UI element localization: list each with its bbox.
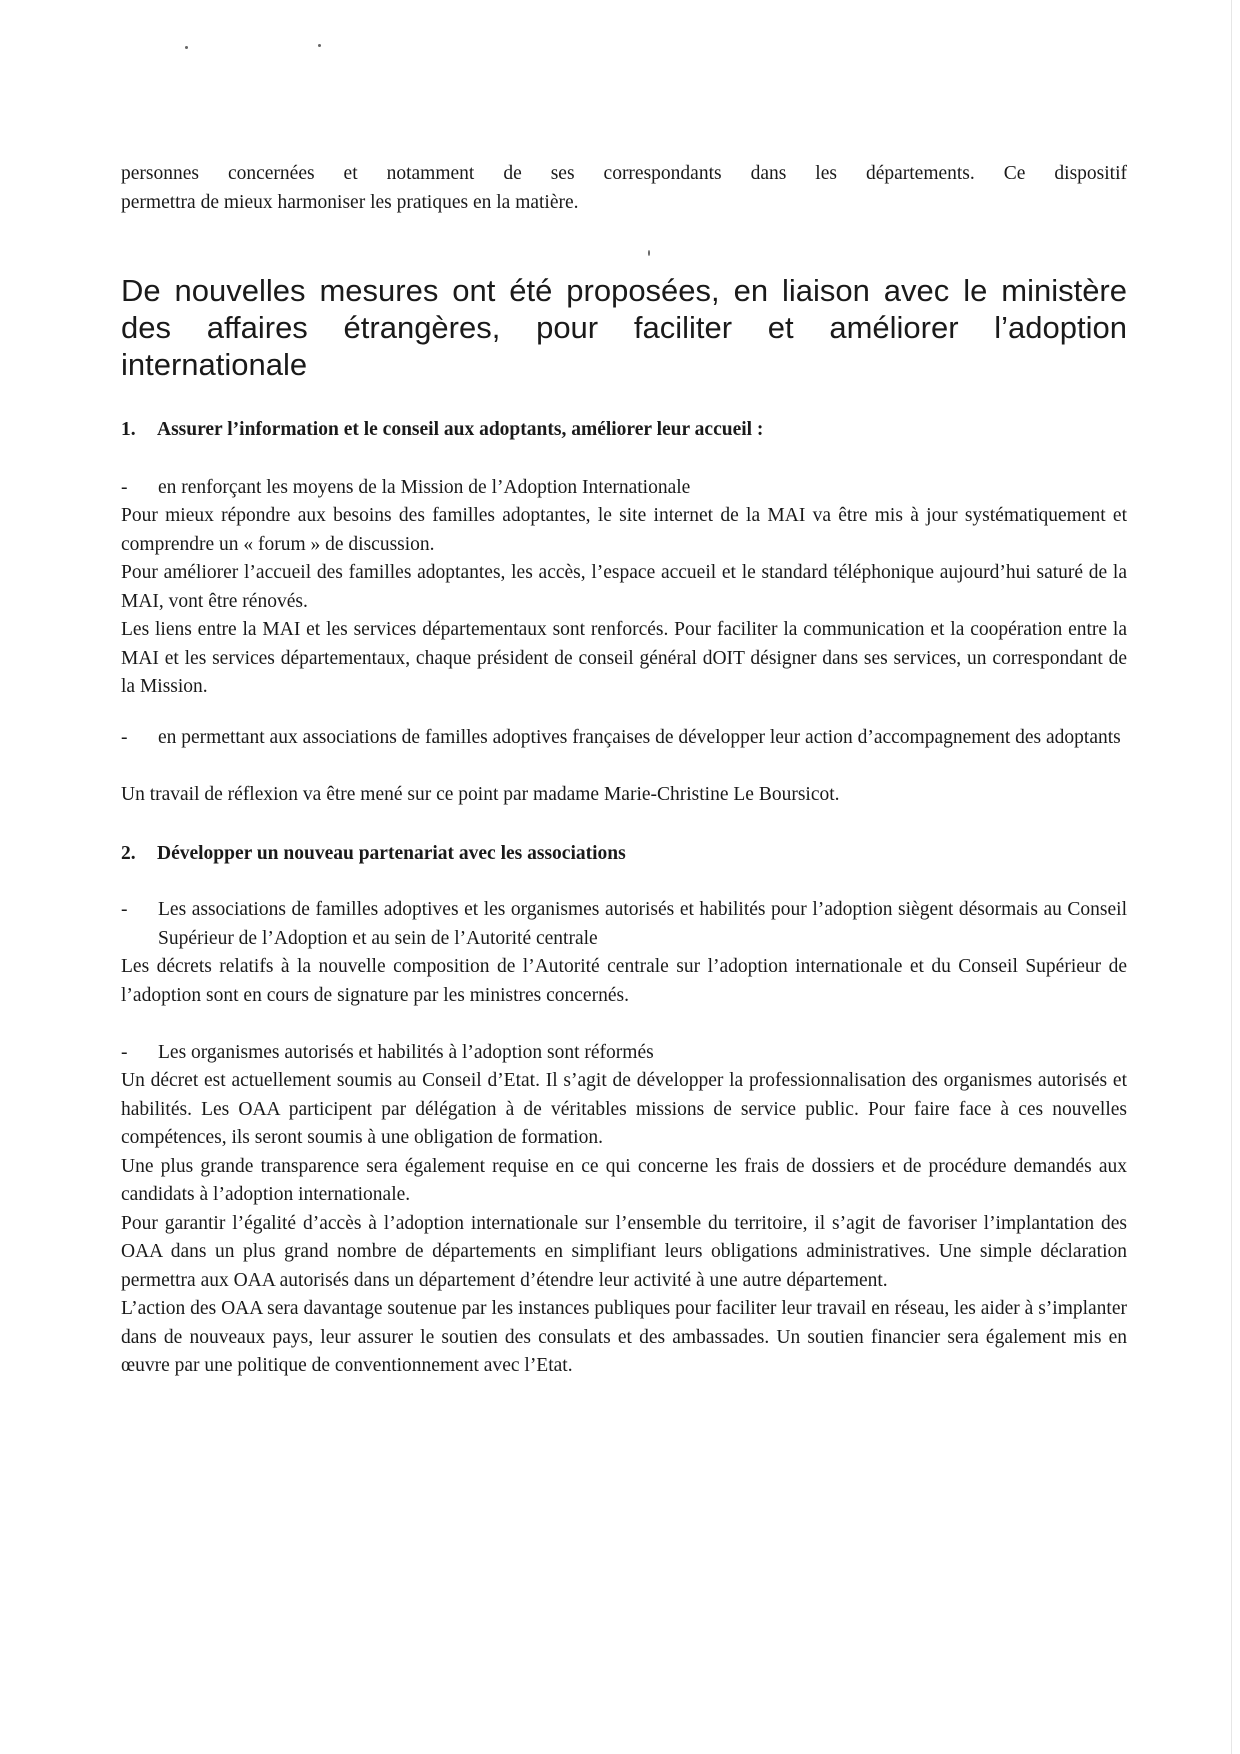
- section-1-para-3: Les liens entre la MAI et les services départementaux sont renforcés. Pour faciliter la communication et la coopération entre la MAI et les services départementaux, chaque président de conseil général dOIT désigner dans ses services, un correspondant de la Mission.: [121, 619, 1127, 697]
- section-2-bullet-2: [121, 1039, 1127, 1068]
- scan-speck: [648, 250, 650, 256]
- section-2-bullet-1: [121, 896, 1127, 953]
- section-2-para-1: Les décrets relatifs à la nouvelle composition de l’Autorité centrale sur l’adoption internationale et du Conseil Supérieur de l’adoption sont en cours de signature par les ministres concernés.: [121, 956, 1127, 1006]
- section-1-para-2: Pour améliorer l’accueil des familles adoptantes, les accès, l’espace accueil et le standard téléphonique aujourd’hui saturé de la MAI, vont être rénovés.: [121, 562, 1127, 612]
- section-1-title: [121, 416, 763, 444]
- bullet-dash: -: [121, 1042, 128, 1063]
- section-1-number: 1.: [121, 419, 136, 440]
- section-2-title-text: Développer un nouveau partenariat avec les associations: [157, 843, 626, 864]
- section-2-bullet-1-text: Les associations de familles adoptives et les organismes autorisés et habilités pour l’adoption siègent désormais au Conseil Supérieur de l’Adoption et au sein de l’Autorité centrale: [158, 899, 1127, 949]
- section-1-para-4: Un travail de réflexion va être mené sur ce point par madame Marie-Christine Le Boursicot.: [121, 784, 840, 805]
- scan-speck: [185, 46, 188, 49]
- section-1-bullet-2-text: en permettant aux associations de familles adoptives françaises de développer leur action d’accompagnement des adoptants: [158, 727, 1121, 748]
- section-1-bullet-2: [121, 724, 1127, 753]
- section-2-bullet-2-text: Les organismes autorisés et habilités à l’adoption sont réformés: [158, 1042, 654, 1063]
- intro-line-2: permettra de mieux harmoniser les pratiques en la matière.: [121, 191, 579, 213]
- scan-speck: [318, 44, 321, 47]
- section-1-bullet-1-text: en renforçant les moyens de la Mission de l’Adoption Internationale: [158, 477, 691, 498]
- section-2-para-2: Un décret est actuellement soumis au Conseil d’Etat. Il s’agit de développer la professionnalisation des organismes autorisés et habilités. Les OAA participent par délégation à de véritables missions de service public. Pour faire face à ces nouvelles compétences, ils seront soumis à une obligation de formation.: [121, 1070, 1127, 1148]
- section-1-bullet-1: [121, 474, 1127, 503]
- bullet-dash: -: [121, 899, 128, 920]
- section-1-para-1: Pour mieux répondre aux besoins des familles adoptantes, le site internet de la MAI va être mis à jour systématiquement et comprendre un « forum » de discussion.: [121, 505, 1127, 555]
- intro-line-1: personnes concernées et notamment de ses correspondants dans les départements. Ce dispositif: [121, 163, 1127, 184]
- page-heading: De nouvelles mesures ont été proposées, en liaison avec le ministère des affaires étrangères, pour faciliter et améliorer l’adoption internationale: [121, 273, 1127, 382]
- section-2-para-4: Pour garantir l’égalité d’accès à l’adoption internationale sur l’ensemble du territoire, il s’agit de favoriser l’implantation des OAA dans un plus grand nombre de départements en simplifiant leurs obligations administratives. Une simple déclaration permettra aux OAA autorisés dans un département d’étendre leur activité à une autre département.: [121, 1212, 1127, 1291]
- section-2-title: [121, 840, 626, 868]
- scan-edge-line: [1231, 0, 1232, 1754]
- section-2-number: 2.: [121, 843, 136, 864]
- bullet-dash: -: [121, 477, 128, 498]
- intro-paragraph: [121, 160, 1127, 217]
- section-1-paragraphs: [121, 502, 1127, 702]
- bullet-dash: -: [121, 727, 128, 748]
- section-2-para-3: Une plus grande transparence sera également requise en ce qui concerne les frais de dossiers et de procédure demandés aux candidats à l’adoption internationale.: [121, 1155, 1127, 1205]
- section-2-para-5: L’action des OAA sera davantage soutenue par les instances publiques pour faciliter leur travail en réseau, les aider à s’implanter dans de nouveaux pays, leur assurer le soutien des consulats et des ambassades. Un soutien financier sera également mis en œuvre par une politique de conventionnement avec l’Etat.: [121, 1298, 1127, 1376]
- section-1-title-text: Assurer l’information et le conseil aux adoptants, améliorer leur accueil :: [157, 419, 764, 440]
- section-2-paragraphs: [121, 1067, 1127, 1381]
